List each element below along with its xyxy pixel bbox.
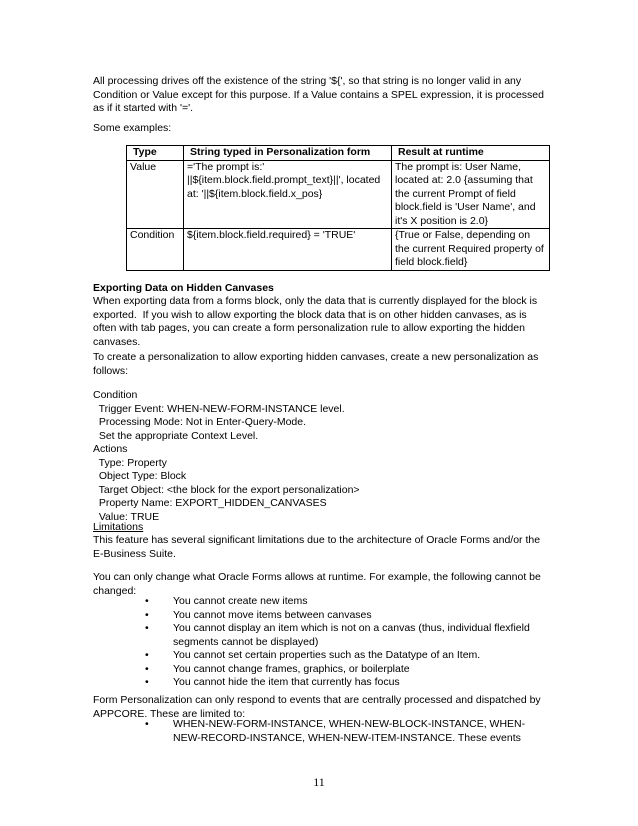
bullet-text: You cannot hide the item that currently has focus <box>173 676 400 688</box>
bullet-text: segments cannot be displayed) <box>173 635 319 648</box>
text-line: When exporting data from a forms block, only the data that is currently displayed for the block is <box>93 295 538 307</box>
examples-table <box>126 145 550 271</box>
table-header-string: String typed in Personalization form <box>184 146 392 161</box>
section-heading-limitations: Limitations <box>93 521 144 533</box>
text-line: follows: <box>93 364 129 377</box>
text-line: APPCORE. These are limited to: <box>93 707 246 720</box>
personalization-config <box>93 389 553 524</box>
bullet-icon: • <box>145 676 149 688</box>
config-line: Object Type: Block <box>93 470 187 482</box>
bullet-text: You cannot change frames, graphics, or boilerplate <box>173 662 410 675</box>
text-line: often with tab pages, you can create a form personalization rule to allow exporting the hidden <box>93 322 525 334</box>
table-row <box>127 160 550 229</box>
events-bullet-list <box>145 718 545 745</box>
text-line: changed: <box>93 584 137 597</box>
table-cell-result <box>392 229 550 271</box>
list-item <box>145 718 545 745</box>
cell-line: The prompt is: User Name, <box>395 160 522 173</box>
bullet-icon: • <box>145 718 149 730</box>
bullet-text: You cannot create new items <box>173 595 308 607</box>
limitations-paragraph-2 <box>93 571 553 598</box>
cell-line: ='The prompt is:' <box>187 160 265 173</box>
page-number: 11 <box>313 775 325 789</box>
text-line: This feature has several significant limitations due to the architecture of Oracle Forms and/or the <box>93 534 541 546</box>
cell-line: ||${item.block.field.prompt_text}||', located <box>187 174 381 186</box>
text-line: exported. If you wish to allow exporting the block data that is on other hidden canvases, as is <box>93 308 527 321</box>
text-line: All processing drives off the existence of the string '${', so that string is no longer valid in any <box>93 75 522 87</box>
export-paragraph-2 <box>93 351 553 378</box>
config-line: Set the appropriate Context Level. <box>93 429 259 442</box>
cell-line: ${item.block.field.required} = 'TRUE' <box>187 229 356 241</box>
cell-line: block.field is 'User Name', and <box>395 201 536 213</box>
cell-line: field block.field} <box>395 256 468 268</box>
table-cell-type: Value <box>127 160 184 229</box>
bullet-icon: • <box>145 608 149 621</box>
text-line: To create a personalization to allow exporting hidden canvases, create a new personalization as <box>93 351 539 363</box>
config-line: Property Name: EXPORT_HIDDEN_CANVASES <box>93 497 327 509</box>
list-item <box>145 622 545 649</box>
cell-line: the current Required property of <box>395 242 544 255</box>
bullet-icon: • <box>145 662 149 675</box>
limitations-paragraph <box>93 534 553 561</box>
text-line: You can only change what Oracle Forms allows at runtime. For example, the following cannot be <box>93 571 541 583</box>
list-item <box>145 595 545 609</box>
config-line: Target Object: <the block for the export personalization> <box>93 483 360 496</box>
list-item <box>145 649 545 663</box>
text-line: as if it started with '='. <box>93 102 194 114</box>
table-header-type: Type <box>127 146 184 161</box>
bullet-icon: • <box>145 595 149 607</box>
cell-line: the current Prompt of field <box>395 187 516 200</box>
table-cell-result <box>392 160 550 229</box>
text-line: canvases. <box>93 335 141 348</box>
cell-line: it's X position is 2.0} <box>395 214 489 227</box>
config-line: Trigger Event: WHEN-NEW-FORM-INSTANCE level. <box>93 402 345 415</box>
intro-paragraph <box>93 75 553 116</box>
bullet-icon: • <box>145 649 149 661</box>
events-paragraph <box>93 694 553 721</box>
bullet-text: NEW-RECORD-INSTANCE, WHEN-NEW-ITEM-INSTANCE. These events <box>173 731 521 744</box>
table-row <box>127 229 550 271</box>
bullet-text: WHEN-NEW-FORM-INSTANCE, WHEN-NEW-BLOCK-INSTANCE, WHEN- <box>173 718 526 730</box>
section-heading-export: Exporting Data on Hidden Canvases <box>93 282 274 294</box>
list-item <box>145 676 545 690</box>
config-line: Type: Property <box>93 456 167 469</box>
table-cell-type: Condition <box>127 229 184 271</box>
config-line: Value: TRUE <box>93 510 160 523</box>
bullet-text: You cannot display an item which is not on a canvas (thus, individual flexfield <box>173 622 530 634</box>
export-paragraph <box>93 295 553 349</box>
table-cell-string <box>184 160 392 229</box>
cell-line: at: '||${item.block.field.x_pos} <box>187 187 323 200</box>
config-line: Condition <box>93 389 138 401</box>
list-item <box>145 663 545 677</box>
examples-label: Some examples: <box>93 122 172 134</box>
limitations-bullet-list <box>145 595 545 690</box>
cell-line: {True or False, depending on <box>395 229 531 241</box>
text-line: E-Business Suite. <box>93 547 176 560</box>
config-line: Actions <box>93 443 128 455</box>
table-header-row <box>127 146 550 161</box>
list-item <box>145 609 545 623</box>
cell-line: located at: 2.0 {assuming that <box>395 174 533 186</box>
bullet-icon: • <box>145 622 149 634</box>
table-cell-string <box>184 229 392 271</box>
config-line: Processing Mode: Not in Enter-Query-Mode. <box>93 416 307 428</box>
text-line: Condition or Value except for this purpose. If a Value contains a SPEL expression, it is processed <box>93 88 544 101</box>
text-line: Form Personalization can only respond to events that are centrally processed and dispatched by <box>93 694 541 706</box>
table-header-result: Result at runtime <box>392 146 550 161</box>
bullet-text: You cannot move items between canvases <box>173 608 372 621</box>
bullet-text: You cannot set certain properties such as the Datatype of an Item. <box>173 649 481 661</box>
